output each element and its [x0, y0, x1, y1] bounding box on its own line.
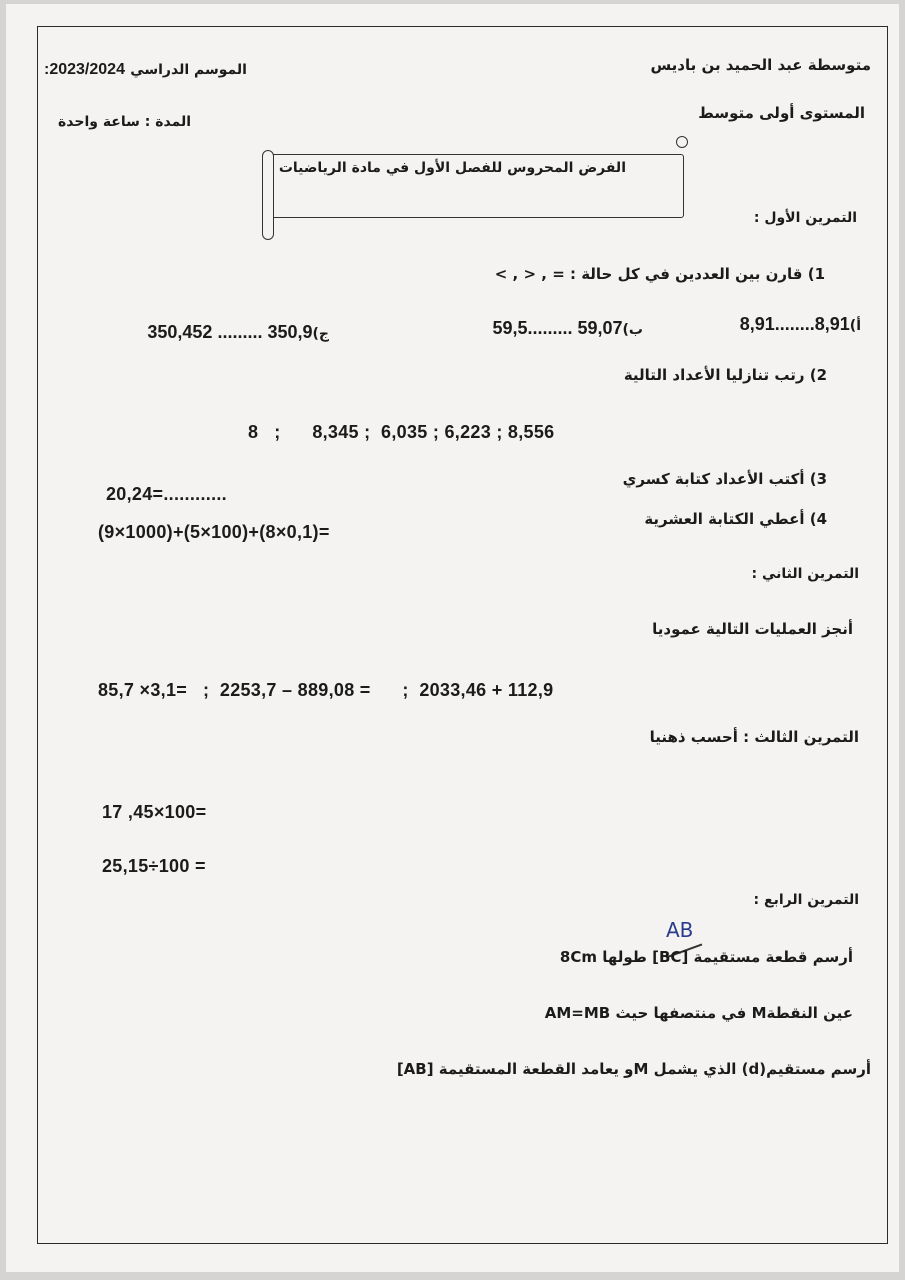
mental-calc-2: 25,15÷100 = [102, 856, 206, 876]
compare-item-letter: ب) [622, 322, 643, 338]
ex4-line1: أرسم قطعة مستقيمة [BC] طولها 8Cm [559, 948, 853, 966]
banner-right-curl [676, 136, 688, 148]
handwritten-correction: AB [666, 918, 694, 942]
vertical-operations: 85,7 ×3,1= ; 2253,7 – 889,08 = ; 2033,46 + 112,9 [98, 680, 554, 700]
school-season [44, 60, 247, 79]
compare-item-expr: 59,5......... 59,07 [492, 318, 623, 338]
compare-item-c [147, 322, 329, 343]
mental-calc-1: 17 ,45×100= [102, 802, 207, 822]
ex2-instruction: أنجز العمليات التالية عموديا [652, 620, 853, 638]
ex1-title: التمرين الأول : [753, 210, 857, 226]
ex1-q4-text: 4) أعطي الكتابة العشرية [644, 510, 827, 528]
exam-title: الفرض المحروس للفصل الأول في مادة الرياضيات [278, 160, 626, 176]
ex3-title: التمرين الثالث : أحسب ذهنيا [649, 728, 859, 746]
compare-item-a [740, 314, 861, 335]
compare-item-expr: 8,91........8,91 [739, 314, 850, 334]
decimal-expr: (9×1000)+(5×100)+(8×0,1)= [98, 522, 330, 542]
compare-item-letter: ج) [312, 326, 329, 342]
compare-item-expr: 350,452 ......... 350,9 [147, 322, 313, 342]
ex1-q2-text: 2) رتب تنازليا الأعداد التالية [623, 366, 827, 384]
duration-label: المدة : ساعة واحدة [58, 114, 192, 130]
ex2-title: التمرين الثاني : [751, 566, 859, 582]
exam-title-banner [262, 146, 684, 220]
compare-item-letter: أ) [849, 318, 861, 334]
ex1-q3-text: 3) أكتب الأعداد كتابة كسري [622, 470, 827, 488]
ex4-line3: أرسم مستقيم(d) الذي يشمل Mو يعامد القطعة المستقيمة [AB] [396, 1060, 871, 1078]
compare-item-b [492, 318, 643, 339]
ex1-q1-text: 1) قارن بين العددين في كل حالة : = , < , > [494, 265, 825, 283]
ex4-line2: عين النقطةM في منتصفها حيث AM=MB [544, 1004, 853, 1022]
school-name: متوسطة عبد الحميد بن باديس [650, 56, 871, 74]
fraction-expr: 20,24=............ [106, 484, 227, 504]
order-numbers: 8 ; 8,345 ; 6,035 ; 6,223 ; 8,556 [248, 422, 555, 442]
season-label: الموسم الدراسي [130, 62, 247, 78]
level-label: المستوى أولى متوسط [698, 104, 865, 122]
ex4-title: التمرين الرابع : [753, 892, 859, 908]
season-value: :2023/2024 [44, 61, 125, 78]
banner-left-roll [262, 150, 274, 240]
